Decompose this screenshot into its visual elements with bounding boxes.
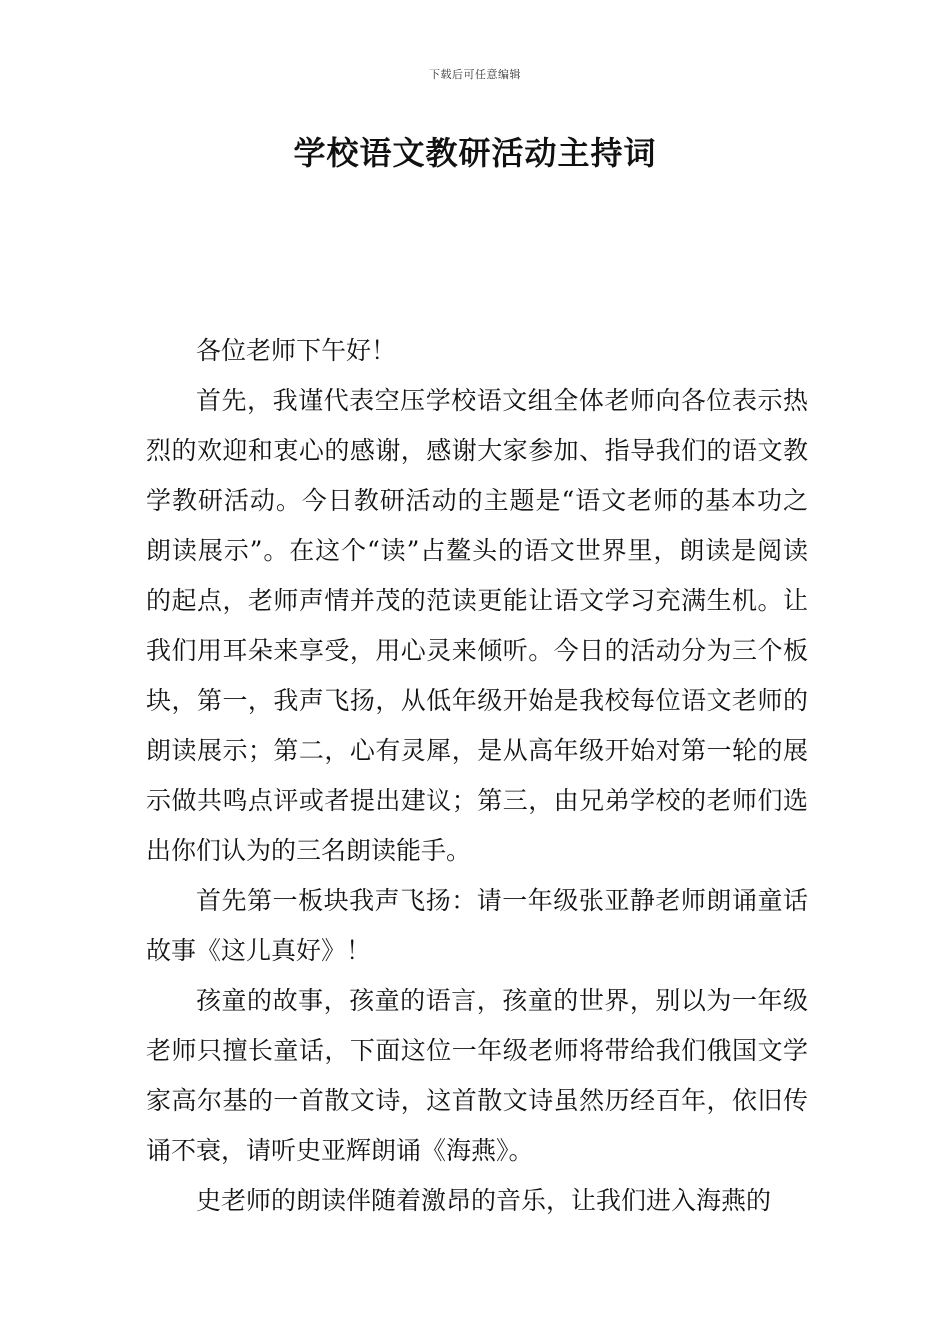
paragraph-continuation: 史老师的朗读伴随着激昂的音乐，让我们进入海燕的 (196, 1186, 772, 1215)
paragraph-introduction: 首先，我谨代表空压学校语文组全体老师向各位表示热烈的欢迎和衷心的感谢，感谢大家参加、指导我们的语文教学教研活动。今日教研活动的主题是“语文老师的基本功之朗读展示”。在这个“读”占鳌头的语文世界里，朗读是阅读的起点，老师声情并茂的范读更能让语文学习充满生机。让我们用耳朵来享受，用心灵来倾听。今日的活动分为三个板块，第一，我声飞扬，从低年级开始是我校每位语文老师的朗读展示；第二，心有灵犀，是从高年级开始对第一轮的展示做共鸣点评或者提出建议；第三，由兄弟学校的老师们选出你们认为的三名朗读能手。 (146, 386, 808, 865)
document-body (146, 326, 808, 1226)
paragraph-first-section: 首先第一板块我声飞扬：请一年级张亚静老师朗诵童话故事《这儿真好》！ (146, 886, 808, 965)
header-note: 下载后可任意编辑 (429, 68, 521, 81)
document-title: 学校语文教研活动主持词 (293, 134, 657, 172)
paragraph-second-reader: 孩童的故事，孩童的语言，孩童的世界，别以为一年级老师只擅长童话，下面这位一年级老师将带给我们俄国文学家高尔基的一首散文诗，这首散文诗虽然历经百年，依旧传诵不衰，请听史亚辉朗诵《海燕》。 (146, 986, 808, 1165)
paragraph-greeting: 各位老师下午好！ (196, 336, 397, 365)
